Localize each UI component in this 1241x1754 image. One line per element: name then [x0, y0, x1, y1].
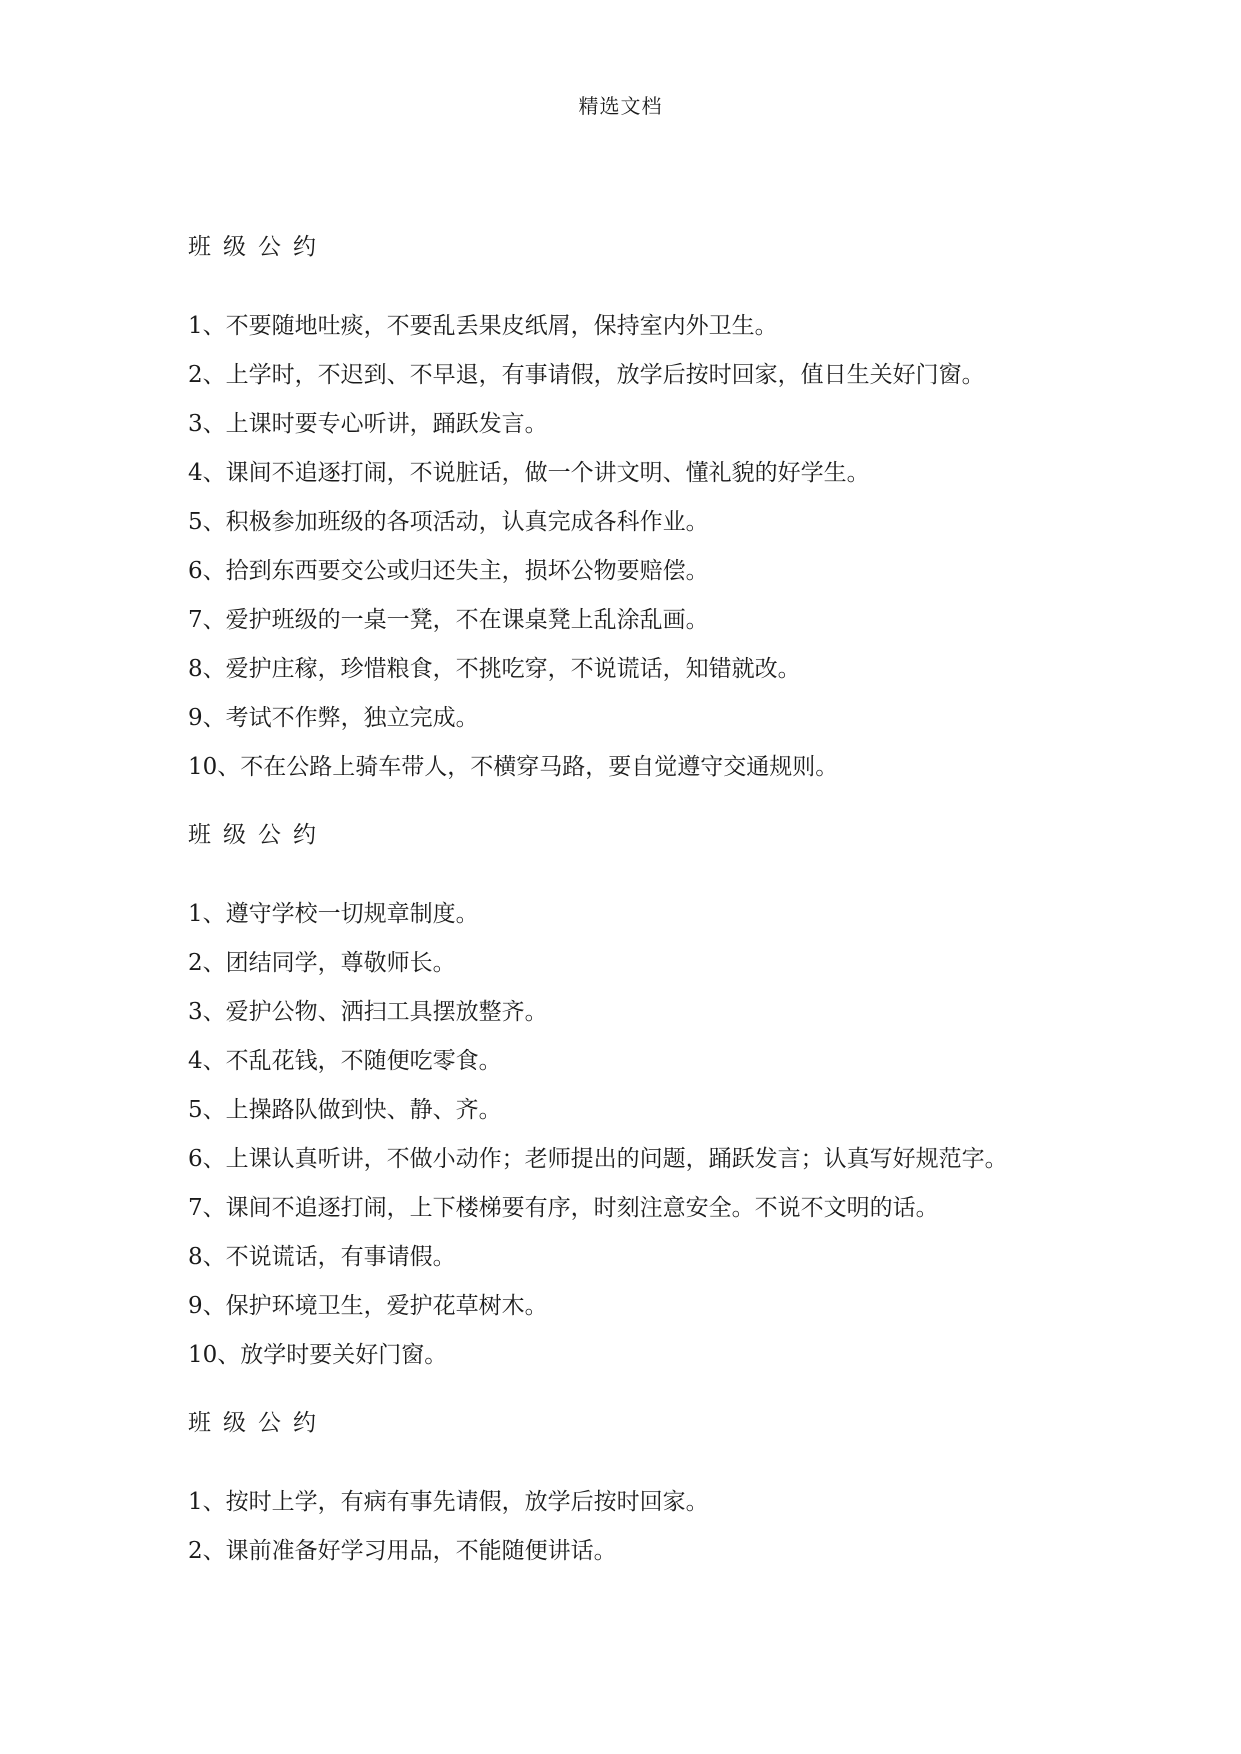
- rule-item: 9、考试不作弊，独立完成。: [188, 705, 479, 731]
- rule-item: 6、拾到东西要交公或归还失主，损坏公物要赔偿。: [188, 558, 709, 584]
- rule-item: 1、不要随地吐痰，不要乱丢果皮纸屑，保持室内外卫生。: [188, 313, 778, 339]
- section-2: [188, 820, 1148, 1370]
- rule-item: 8、爱护庄稼，珍惜粮食，不挑吃穿，不说谎话，知错就改。: [188, 656, 801, 682]
- rule-item: 1、按时上学，有病有事先请假，放学后按时回家。: [188, 1489, 709, 1515]
- page-header: 精选文档: [578, 94, 663, 118]
- section-title: 班级公约: [188, 822, 328, 848]
- section-title: 班级公约: [188, 234, 328, 260]
- rule-item: 3、上课时要专心听讲，踊跃发言。: [188, 411, 548, 437]
- section-3: [188, 1408, 1148, 1566]
- rule-item: 9、保护环境卫生，爱护花草树木。: [188, 1293, 548, 1319]
- rule-list: [188, 899, 1148, 1370]
- rule-item: 7、课间不追逐打闹，上下楼梯要有序，时刻注意安全。不说不文明的话。: [188, 1195, 939, 1221]
- rule-item: 2、上学时，不迟到、不早退，有事请假，放学后按时回家，值日生关好门窗。: [188, 362, 985, 388]
- rule-item: 2、团结同学，尊敬师长。: [188, 950, 456, 976]
- rule-item: 4、不乱花钱，不随便吃零食。: [188, 1048, 502, 1074]
- rule-list: [188, 311, 1148, 782]
- rule-item: 1、遵守学校一切规章制度。: [188, 901, 479, 927]
- rule-item: 4、课间不追逐打闹，不说脏话，做一个讲文明、懂礼貌的好学生。: [188, 460, 870, 486]
- rule-item: 7、爱护班级的一桌一凳，不在课桌凳上乱涂乱画。: [188, 607, 709, 633]
- document-body: [188, 232, 1148, 1566]
- rule-list: [188, 1487, 1148, 1566]
- section-title: 班级公约: [188, 1410, 328, 1436]
- rule-item: 5、上操路队做到快、静、齐。: [188, 1097, 502, 1123]
- rule-item: 6、上课认真听讲，不做小动作；老师提出的问题，踊跃发言；认真写好规范字。: [188, 1146, 1008, 1172]
- section-1: [188, 232, 1148, 782]
- rule-item: 3、爱护公物、洒扫工具摆放整齐。: [188, 999, 548, 1025]
- rule-item: 8、不说谎话，有事请假。: [188, 1244, 456, 1270]
- rule-item: 10、不在公路上骑车带人，不横穿马路，要自觉遵守交通规则。: [188, 754, 839, 780]
- rule-item: 10、放学时要关好门窗。: [188, 1342, 448, 1368]
- rule-item: 2、课前准备好学习用品，不能随便讲话。: [188, 1538, 617, 1564]
- rule-item: 5、积极参加班级的各项活动，认真完成各科作业。: [188, 509, 709, 535]
